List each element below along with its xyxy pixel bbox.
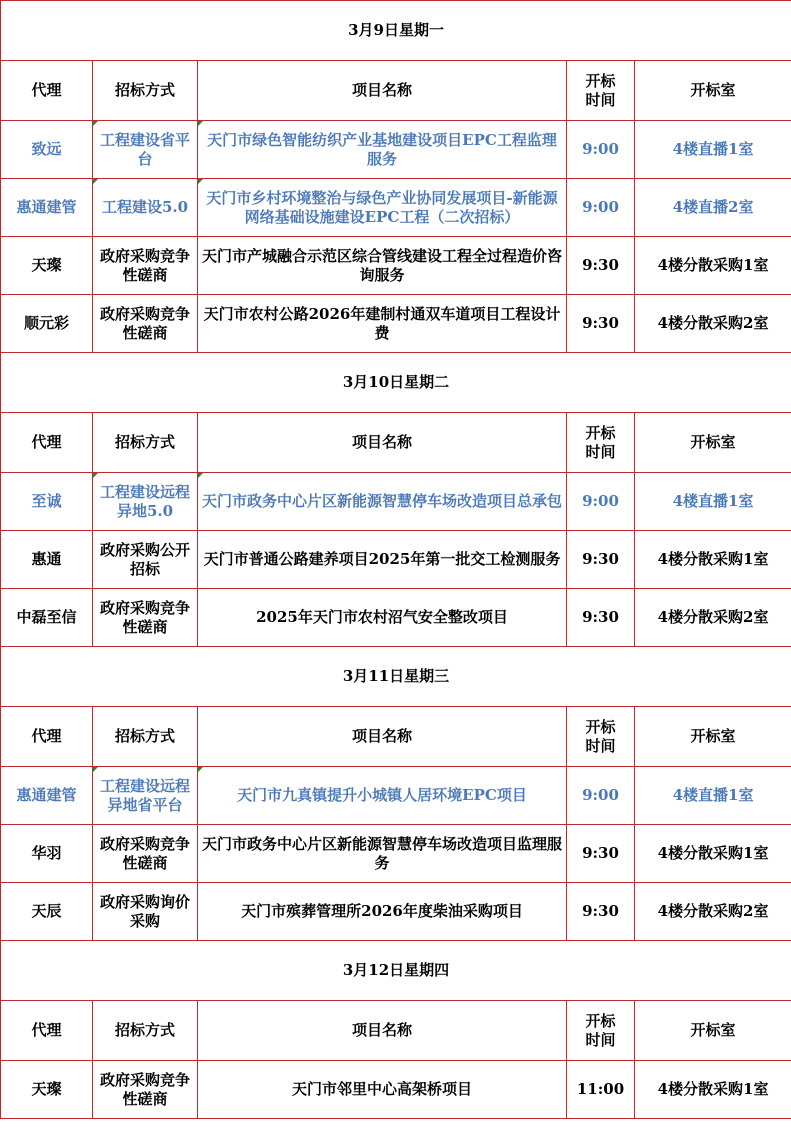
- project-cell: 2025年天门市农村沼气安全整改项目: [198, 589, 567, 647]
- column-header-project: 项目名称: [198, 61, 567, 121]
- column-header-agent: 代理: [1, 707, 93, 767]
- agent-cell: 致远: [1, 121, 93, 179]
- table-row: [1, 179, 791, 237]
- column-header-room: 开标室: [635, 61, 791, 121]
- column-header-row: [1, 413, 791, 473]
- project-cell: 天门市普通公路建养项目2025年第一批交工检测服务: [198, 531, 567, 589]
- room-cell: 4楼分散采购1室: [635, 531, 791, 589]
- method-cell: 工程建设5.0: [93, 179, 198, 237]
- column-header-time: 开标 时间: [567, 707, 635, 767]
- column-header-room: 开标室: [635, 413, 791, 473]
- method-cell: 工程建设远程异地5.0: [93, 473, 198, 531]
- project-cell: 天门市乡村环境整治与绿色产业协同发展项目-新能源网络基础设施建设EPC工程（二次招标）: [198, 179, 567, 237]
- room-cell: 4楼直播2室: [635, 179, 791, 237]
- time-cell: 9:00: [567, 767, 635, 825]
- agent-cell: 惠通: [1, 531, 93, 589]
- agent-cell: 天辰: [1, 883, 93, 941]
- project-cell: 天门市政务中心片区新能源智慧停车场改造项目总承包: [198, 473, 567, 531]
- day-header-row: [1, 1, 791, 61]
- time-cell: 9:30: [567, 295, 635, 353]
- column-header-method: 招标方式: [93, 61, 198, 121]
- room-cell: 4楼直播1室: [635, 473, 791, 531]
- column-header-row: [1, 707, 791, 767]
- table-row: [1, 237, 791, 295]
- table-row: [1, 883, 791, 941]
- column-header-project: 项目名称: [198, 707, 567, 767]
- column-header-time: 开标 时间: [567, 413, 635, 473]
- method-cell: 政府采购公开招标: [93, 531, 198, 589]
- day-title: 3月12日星期四: [1, 941, 791, 1001]
- project-cell: 天门市殡葬管理所2026年度柴油采购项目: [198, 883, 567, 941]
- time-cell: 9:30: [567, 825, 635, 883]
- agent-cell: 华羽: [1, 825, 93, 883]
- agent-cell: 天璨: [1, 237, 93, 295]
- day-title: 3月10日星期二: [1, 353, 791, 413]
- room-cell: 4楼分散采购2室: [635, 883, 791, 941]
- time-cell: 11:00: [567, 1061, 635, 1119]
- column-header-time: 开标 时间: [567, 61, 635, 121]
- agent-cell: 顺元彩: [1, 295, 93, 353]
- method-cell: 政府采购竞争性磋商: [93, 825, 198, 883]
- table-row: [1, 121, 791, 179]
- table-row: [1, 825, 791, 883]
- column-header-time: 开标 时间: [567, 1001, 635, 1061]
- project-cell: 天门市邻里中心高架桥项目: [198, 1061, 567, 1119]
- method-cell: 政府采购竞争性磋商: [93, 1061, 198, 1119]
- day-header-row: [1, 647, 791, 707]
- column-header-room: 开标室: [635, 1001, 791, 1061]
- column-header-agent: 代理: [1, 1001, 93, 1061]
- day-header-row: [1, 353, 791, 413]
- room-cell: 4楼直播1室: [635, 767, 791, 825]
- agent-cell: 天璨: [1, 1061, 93, 1119]
- room-cell: 4楼直播1室: [635, 121, 791, 179]
- table-row: [1, 1061, 791, 1119]
- project-cell: 天门市产城融合示范区综合管线建设工程全过程造价咨询服务: [198, 237, 567, 295]
- table-row: [1, 589, 791, 647]
- agent-cell: 惠通建管: [1, 767, 93, 825]
- day-header-row: [1, 941, 791, 1001]
- column-header-method: 招标方式: [93, 413, 198, 473]
- room-cell: 4楼分散采购2室: [635, 589, 791, 647]
- column-header-method: 招标方式: [93, 707, 198, 767]
- column-header-agent: 代理: [1, 61, 93, 121]
- project-cell: 天门市政务中心片区新能源智慧停车场改造项目监理服务: [198, 825, 567, 883]
- time-cell: 9:30: [567, 237, 635, 295]
- column-header-project: 项目名称: [198, 413, 567, 473]
- project-cell: 天门市九真镇提升小城镇人居环境EPC项目: [198, 767, 567, 825]
- project-cell: 天门市农村公路2026年建制村通双车道项目工程设计费: [198, 295, 567, 353]
- room-cell: 4楼分散采购1室: [635, 825, 791, 883]
- day-title: 3月9日星期一: [1, 1, 791, 61]
- method-cell: 工程建设省平台: [93, 121, 198, 179]
- time-cell: 9:00: [567, 473, 635, 531]
- method-cell: 政府采购竞争性磋商: [93, 237, 198, 295]
- time-cell: 9:30: [567, 589, 635, 647]
- column-header-project: 项目名称: [198, 1001, 567, 1061]
- agent-cell: 惠通建管: [1, 179, 93, 237]
- table-row: [1, 767, 791, 825]
- room-cell: 4楼分散采购2室: [635, 295, 791, 353]
- method-cell: 政府采购询价采购: [93, 883, 198, 941]
- column-header-room: 开标室: [635, 707, 791, 767]
- schedule-body: [1, 1, 791, 1119]
- project-cell: 天门市绿色智能纺织产业基地建设项目EPC工程监理服务: [198, 121, 567, 179]
- table-row: [1, 531, 791, 589]
- method-cell: 政府采购竞争性磋商: [93, 589, 198, 647]
- day-title: 3月11日星期三: [1, 647, 791, 707]
- table-row: [1, 473, 791, 531]
- time-cell: 9:00: [567, 121, 635, 179]
- agent-cell: 至诚: [1, 473, 93, 531]
- room-cell: 4楼分散采购1室: [635, 237, 791, 295]
- method-cell: 政府采购竞争性磋商: [93, 295, 198, 353]
- column-header-row: [1, 61, 791, 121]
- time-cell: 9:30: [567, 531, 635, 589]
- time-cell: 9:00: [567, 179, 635, 237]
- time-cell: 9:30: [567, 883, 635, 941]
- column-header-agent: 代理: [1, 413, 93, 473]
- method-cell: 工程建设远程异地省平台: [93, 767, 198, 825]
- column-header-method: 招标方式: [93, 1001, 198, 1061]
- agent-cell: 中磊至信: [1, 589, 93, 647]
- column-header-row: [1, 1001, 791, 1061]
- table-row: [1, 295, 791, 353]
- room-cell: 4楼分散采购1室: [635, 1061, 791, 1119]
